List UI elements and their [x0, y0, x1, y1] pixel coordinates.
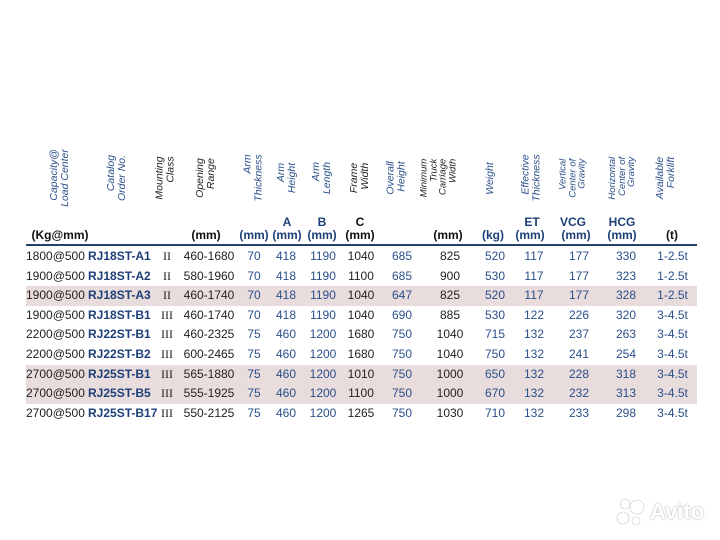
cell-mounting: II — [163, 268, 171, 283]
cell-weight: 530 — [484, 268, 506, 283]
cell-vcg: 177 — [568, 288, 590, 303]
cell-forklift: 3-4.5t — [657, 386, 688, 401]
header-min-truck-width: Minimum Truck Carriage Width — [418, 158, 458, 198]
unit-capacity: (Kg@mm) — [31, 228, 89, 242]
cell-effective-thickness: 122 — [523, 307, 545, 322]
header-arm-thickness: Arm Thickness — [242, 154, 266, 202]
cell-arm-length: 1200 — [309, 347, 337, 361]
cell-frame-width: 1680 — [347, 347, 375, 361]
cell-mounting: III — [161, 405, 173, 420]
cell-arm-height: 460 — [275, 327, 297, 342]
cell-arm-thickness: 75 — [247, 366, 261, 381]
unit-vcg: (mm) — [561, 228, 591, 242]
cell-effective-thickness: 132 — [523, 386, 545, 401]
cell-weight: 650 — [484, 366, 506, 381]
cell-catalog: RJ25ST-B5 — [88, 386, 151, 401]
cell-effective-thickness: 132 — [523, 347, 545, 361]
unit-et: (mm) — [515, 228, 545, 242]
cell-mounting: III — [161, 366, 173, 381]
unit-weight: (kg) — [482, 228, 504, 242]
cell-arm-thickness: 70 — [247, 249, 261, 263]
cell-vcg: 241 — [568, 347, 590, 361]
cell-effective-thickness: 117 — [524, 249, 544, 263]
cell-capacity: 1900@500 — [26, 288, 85, 303]
cell-opening: 460-1740 — [183, 307, 235, 322]
cell-frame-width: 1040 — [347, 249, 375, 263]
cell-arm-length: 1200 — [309, 327, 337, 342]
cell-frame-width: 1100 — [348, 386, 374, 401]
cell-arm-height: 418 — [275, 268, 297, 283]
cell-opening: 460-1740 — [183, 288, 235, 303]
header-hcg: Horizontal Center of Gravity — [606, 156, 637, 200]
cell-vcg: 177 — [568, 268, 590, 283]
cell-forklift: 3-4.5t — [657, 307, 688, 322]
cell-mounting: III — [161, 307, 173, 322]
table-row — [26, 365, 697, 385]
cell-hcg: 323 — [615, 268, 637, 283]
cell-hcg: 328 — [615, 288, 637, 303]
cell-catalog: RJ18ST-A1 — [88, 249, 151, 263]
cell-opening: 555-1925 — [183, 386, 235, 401]
cell-catalog: RJ18ST-A2 — [88, 268, 151, 283]
cell-arm-thickness: 75 — [247, 347, 261, 361]
cell-forklift: 3-4.5t — [657, 405, 688, 420]
cell-mounting: II — [163, 249, 171, 263]
cell-overall-height: 685 — [391, 249, 413, 263]
cell-capacity: 2700@500 — [26, 405, 85, 420]
cell-opening: 460-1680 — [183, 249, 235, 263]
cell-opening: 550-2125 — [183, 405, 235, 420]
cell-vcg: 233 — [568, 405, 590, 420]
cell-capacity: 2200@500 — [26, 327, 85, 342]
header-forklift: Available Forklift — [654, 156, 678, 200]
cell-catalog: RJ22ST-B1 — [88, 327, 151, 342]
cell-capacity: 2200@500 — [26, 347, 85, 361]
cell-forklift: 1-2.5t — [657, 288, 688, 303]
cell-effective-thickness: 117 — [524, 268, 544, 283]
cell-arm-height: 418 — [275, 288, 297, 303]
cell-min-truck-width: 885 — [439, 307, 461, 322]
table-row — [26, 325, 697, 345]
cell-arm-length: 1200 — [309, 405, 337, 420]
header-mounting: Mounting Class — [154, 156, 178, 200]
cell-vcg: 226 — [568, 307, 590, 322]
cell-arm-thickness: 75 — [247, 327, 261, 342]
cell-min-truck-width: 825 — [439, 288, 461, 303]
cell-min-truck-width: 825 — [439, 249, 461, 263]
cell-overall-height: 750 — [391, 386, 413, 401]
cell-hcg: 263 — [615, 327, 637, 342]
cell-arm-height: 418 — [275, 249, 297, 263]
cell-catalog: RJ18ST-B1 — [88, 307, 151, 322]
cell-weight: 670 — [484, 386, 506, 401]
header-frame-width: Frame Width — [348, 162, 371, 194]
table-row — [26, 306, 697, 326]
cell-overall-height: 750 — [391, 327, 413, 342]
cell-hcg: 313 — [615, 386, 637, 401]
cell-arm-thickness: 70 — [247, 307, 261, 322]
cell-opening: 565-1880 — [183, 366, 235, 381]
cell-arm-thickness: 75 — [247, 386, 261, 401]
cell-arm-length: 1190 — [310, 268, 336, 283]
cell-capacity: 1900@500 — [26, 268, 85, 283]
header-overall-height: Overall Height — [385, 161, 409, 195]
unit-arm-thickness: (mm) — [239, 228, 269, 242]
cell-forklift: 1-2.5t — [657, 268, 688, 283]
unit-arm-height: (mm) — [272, 228, 302, 242]
header-catalog: Catalog Order No. — [105, 154, 129, 202]
cell-forklift: 3-4.5t — [657, 347, 688, 361]
watermark — [614, 494, 712, 530]
cell-weight: 750 — [484, 347, 506, 361]
cell-forklift: 1-2.5t — [657, 249, 688, 263]
cell-min-truck-width: 1040 — [436, 327, 464, 342]
cell-capacity: 1900@500 — [26, 307, 85, 322]
cell-weight: 520 — [484, 249, 506, 263]
cell-arm-length: 1190 — [310, 249, 336, 263]
cell-vcg: 177 — [568, 249, 590, 263]
cell-weight: 710 — [484, 405, 506, 420]
cell-frame-width: 1265 — [347, 405, 375, 420]
cell-min-truck-width: 1000 — [436, 386, 464, 401]
letter-vcg: VCG — [559, 215, 586, 229]
cell-arm-length: 1200 — [309, 386, 337, 401]
letter-hcg: HCG — [608, 215, 636, 229]
cell-arm-height: 460 — [275, 405, 297, 420]
header-effective-thickness: Effective Thickness — [520, 154, 544, 202]
cell-arm-thickness: 75 — [247, 405, 261, 420]
table-row — [26, 267, 697, 287]
watermark-text: Avito — [650, 499, 705, 524]
cell-overall-height: 690 — [391, 307, 413, 322]
cell-capacity: 1800@500 — [26, 249, 85, 263]
cell-overall-height: 647 — [391, 288, 413, 303]
cell-arm-height: 418 — [275, 307, 297, 322]
cell-weight: 715 — [484, 327, 506, 342]
table-row — [26, 384, 697, 404]
cell-arm-length: 1200 — [309, 366, 337, 381]
cell-arm-thickness: 70 — [247, 288, 261, 303]
cell-overall-height: 750 — [391, 347, 413, 361]
cell-hcg: 254 — [615, 347, 637, 361]
cell-hcg: 320 — [615, 307, 637, 322]
cell-frame-width: 1680 — [347, 327, 375, 342]
cell-arm-height: 460 — [275, 347, 297, 361]
cell-effective-thickness: 132 — [523, 366, 545, 381]
cell-forklift: 3-4.5t — [657, 327, 688, 342]
cell-arm-length: 1190 — [310, 307, 336, 322]
cell-weight: 520 — [484, 288, 506, 303]
cell-catalog: RJ22ST-B2 — [88, 347, 151, 361]
cell-opening: 460-2325 — [183, 327, 235, 342]
cell-mounting: III — [161, 386, 173, 401]
table-row — [26, 345, 697, 365]
cell-mounting: II — [163, 288, 171, 303]
avito-logo-icon — [614, 496, 646, 528]
header-arm-length: Arm Length — [310, 161, 333, 195]
letter-b: B — [317, 215, 327, 229]
cell-vcg: 228 — [568, 366, 590, 381]
cell-mounting: III — [161, 327, 173, 342]
header-opening: Opening Range — [194, 158, 218, 198]
header-rule — [26, 244, 697, 246]
cell-opening: 580-1960 — [183, 268, 235, 283]
unit-min-width: (mm) — [433, 228, 463, 242]
unit-arm-length: (mm) — [307, 228, 337, 242]
header-weight: Weight — [483, 161, 496, 195]
cell-catalog: RJ25ST-B17 — [88, 405, 158, 420]
cell-hcg: 298 — [615, 405, 637, 420]
cell-forklift: 3-4.5t — [657, 366, 688, 381]
cell-capacity: 2700@500 — [26, 386, 85, 401]
header-capacity: Capacity@ Load Center — [48, 149, 72, 207]
cell-opening: 600-2465 — [183, 347, 235, 361]
cell-hcg: 330 — [615, 249, 637, 263]
cell-arm-height: 460 — [275, 386, 297, 401]
unit-forklift: (t) — [666, 228, 678, 242]
letter-a: A — [282, 215, 292, 229]
table-row — [26, 286, 697, 306]
cell-capacity: 2700@500 — [26, 366, 85, 381]
cell-vcg: 232 — [568, 386, 590, 401]
cell-arm-height: 460 — [275, 366, 297, 381]
cell-min-truck-width: 900 — [439, 268, 461, 283]
cell-hcg: 318 — [615, 366, 637, 381]
cell-min-truck-width: 1040 — [436, 347, 464, 361]
table-row — [26, 404, 697, 424]
cell-catalog: RJ18ST-A3 — [88, 288, 151, 303]
header-vcg: Vertical Center of Gravity — [557, 158, 588, 198]
cell-frame-width: 1040 — [347, 288, 375, 303]
cell-effective-thickness: 132 — [523, 405, 545, 420]
cell-overall-height: 685 — [391, 268, 413, 283]
cell-catalog: RJ25ST-B1 — [88, 366, 151, 381]
cell-frame-width: 1040 — [347, 307, 375, 322]
cell-min-truck-width: 1030 — [436, 405, 464, 420]
unit-opening: (mm) — [191, 228, 221, 242]
cell-weight: 530 — [484, 307, 506, 322]
cell-overall-height: 750 — [391, 405, 413, 420]
unit-frame-width: (mm) — [345, 228, 375, 242]
letter-c: C — [355, 215, 365, 229]
letter-et: ET — [524, 215, 540, 229]
cell-arm-length: 1190 — [310, 288, 336, 303]
cell-effective-thickness: 117 — [524, 288, 544, 303]
cell-arm-thickness: 70 — [247, 268, 261, 283]
cell-effective-thickness: 132 — [523, 327, 545, 342]
cell-overall-height: 750 — [391, 366, 413, 381]
cell-vcg: 237 — [568, 327, 590, 342]
header-arm-height: Arm Height — [275, 162, 299, 194]
cell-frame-width: 1010 — [347, 366, 375, 381]
cell-mounting: III — [161, 347, 173, 361]
cell-min-truck-width: 1000 — [436, 366, 464, 381]
table-row — [26, 247, 697, 267]
unit-hcg: (mm) — [607, 228, 637, 242]
cell-frame-width: 1100 — [348, 268, 374, 283]
